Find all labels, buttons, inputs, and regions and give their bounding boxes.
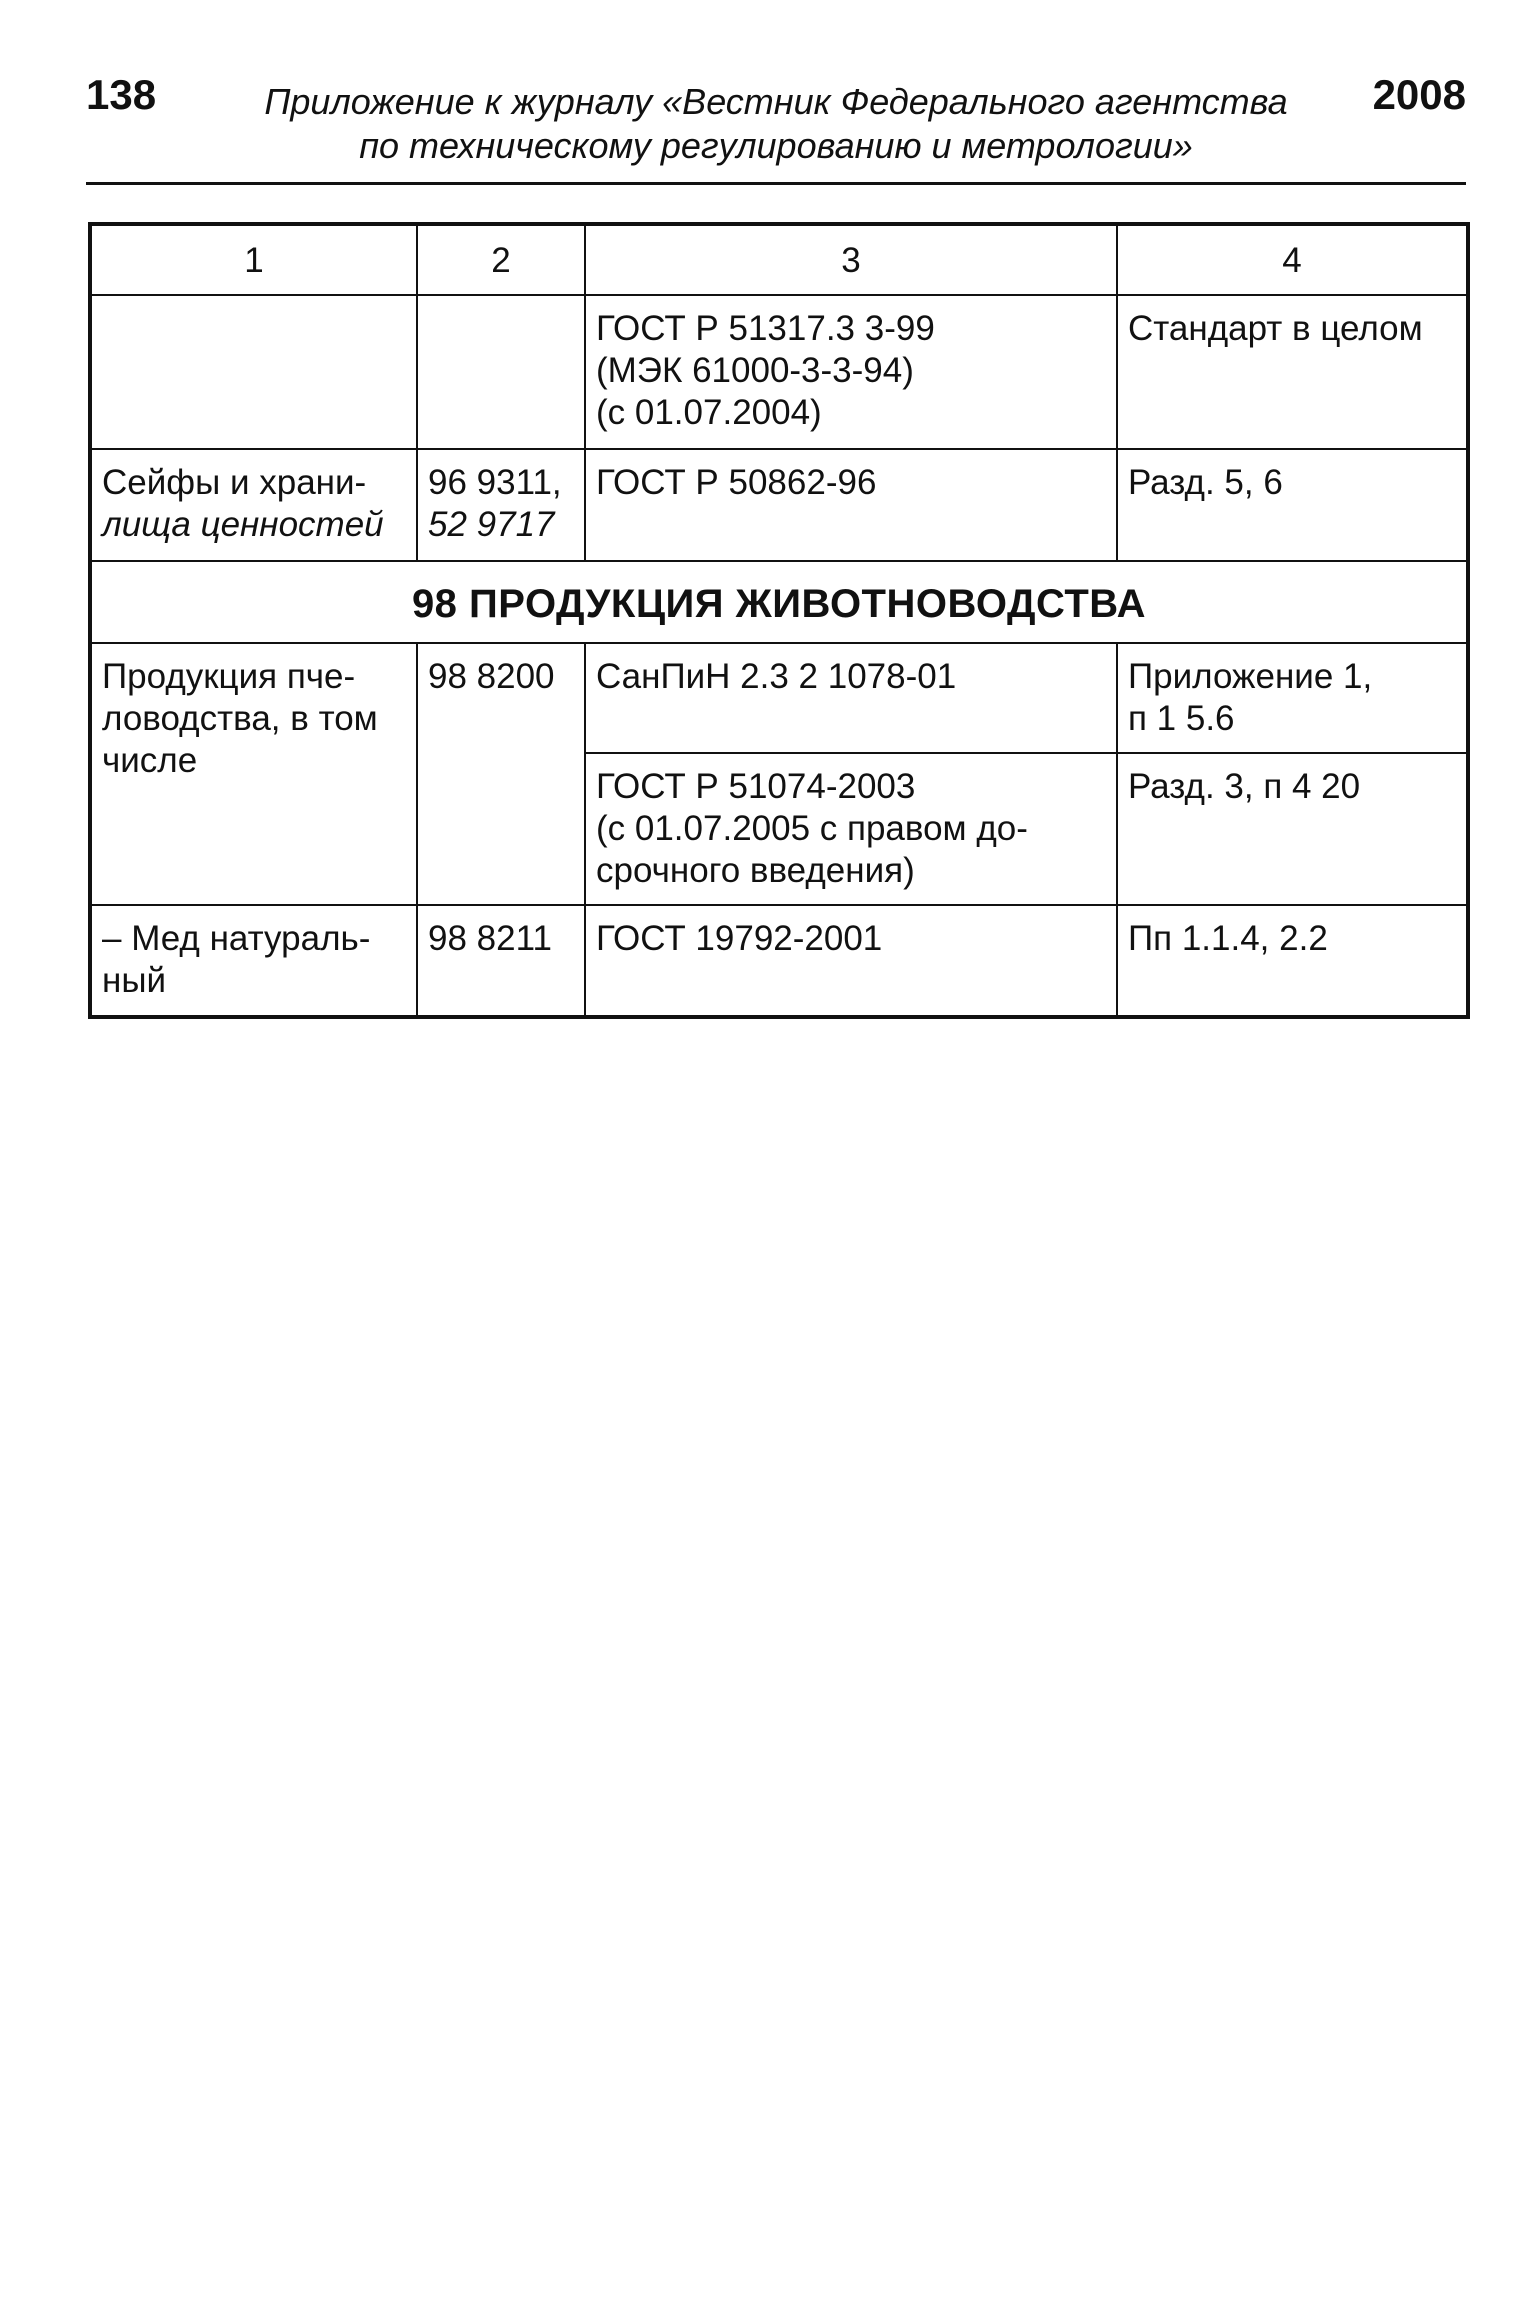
- row4-standard-cell: [585, 753, 1117, 905]
- row5-code-cell: 98 8211: [417, 905, 585, 1017]
- row2-clause-cell: Разд. 5, 6: [1117, 449, 1468, 561]
- row5-clause-cell: Пп 1.1.4, 2.2: [1117, 905, 1468, 1017]
- section-title: 98 ПРОДУКЦИЯ ЖИВОТНОВОДСТВА: [90, 561, 1468, 643]
- row5-product-line: – Мед натураль-: [102, 919, 371, 958]
- row4-standard-line: ГОСТ Р 51074-2003: [596, 767, 916, 806]
- row3-product-line: числе: [102, 741, 198, 780]
- row3-clause-cell: [1117, 643, 1468, 753]
- row2-standard-cell: ГОСТ Р 50862-96: [585, 449, 1117, 561]
- journal-title-line2: по техническому регулированию и метрологии»: [359, 125, 1193, 166]
- regulation-table: [88, 222, 1470, 1019]
- row3-product-line: ловодства, в том: [102, 699, 378, 738]
- row1-standard-line: ГОСТ Р 51317.3 3-99: [596, 309, 935, 348]
- row4-clause-cell: Разд. 3, п 4 20: [1117, 753, 1468, 905]
- table-row: [90, 449, 1468, 561]
- row1-standard-line: (с 01.07.2004): [596, 393, 822, 432]
- year: 2008: [1372, 71, 1466, 118]
- row5-product-line: ный: [102, 961, 167, 1000]
- row4-standard-line: срочного введения): [596, 851, 915, 890]
- table-row: [90, 905, 1468, 1017]
- row3-clause-line: п 1 5.6: [1128, 699, 1235, 738]
- column-header-1: 1: [90, 224, 417, 295]
- row2-product-line: Сейфы и храни-: [102, 463, 367, 502]
- table-row: [90, 643, 1468, 753]
- header-rule: [86, 182, 1466, 185]
- row2-product-line: лища ценностей: [102, 505, 384, 544]
- row1-standard-cell: [585, 295, 1117, 449]
- row2-code-line: 96 9311,: [428, 463, 562, 502]
- row4-standard-line: (с 01.07.2005 с правом до-: [596, 809, 1028, 848]
- row1-product-cell: [90, 295, 417, 449]
- column-header-4: 4: [1117, 224, 1468, 295]
- row2-product-cell: [90, 449, 417, 561]
- row1-code-cell: [417, 295, 585, 449]
- column-header-3: 3: [585, 224, 1117, 295]
- page-header: [86, 70, 1466, 180]
- row3-standard-cell: СанПиН 2.3 2 1078-01: [585, 643, 1117, 753]
- page-number: 138: [86, 71, 157, 118]
- column-header-2: 2: [417, 224, 585, 295]
- row2-code-cell: [417, 449, 585, 561]
- row3-code-cell: 98 8200: [417, 643, 585, 905]
- table-row: [90, 295, 1468, 449]
- row1-standard-line: (МЭК 61000-3-3-94): [596, 351, 914, 390]
- section-row: [90, 561, 1468, 643]
- table-header-row: [90, 224, 1468, 295]
- row3-product-cell: [90, 643, 417, 905]
- journal-title-line1: Приложение к журналу «Вестник Федерального агентства: [264, 81, 1288, 122]
- row5-product-cell: [90, 905, 417, 1017]
- journal-title: [186, 80, 1366, 168]
- row3-clause-line: Приложение 1,: [1128, 657, 1373, 696]
- row3-product-line: Продукция пче-: [102, 657, 356, 696]
- row2-code-line: 52 9717: [428, 505, 555, 544]
- row1-clause-cell: Стандарт в целом: [1117, 295, 1468, 449]
- row5-standard-cell: ГОСТ 19792-2001: [585, 905, 1117, 1017]
